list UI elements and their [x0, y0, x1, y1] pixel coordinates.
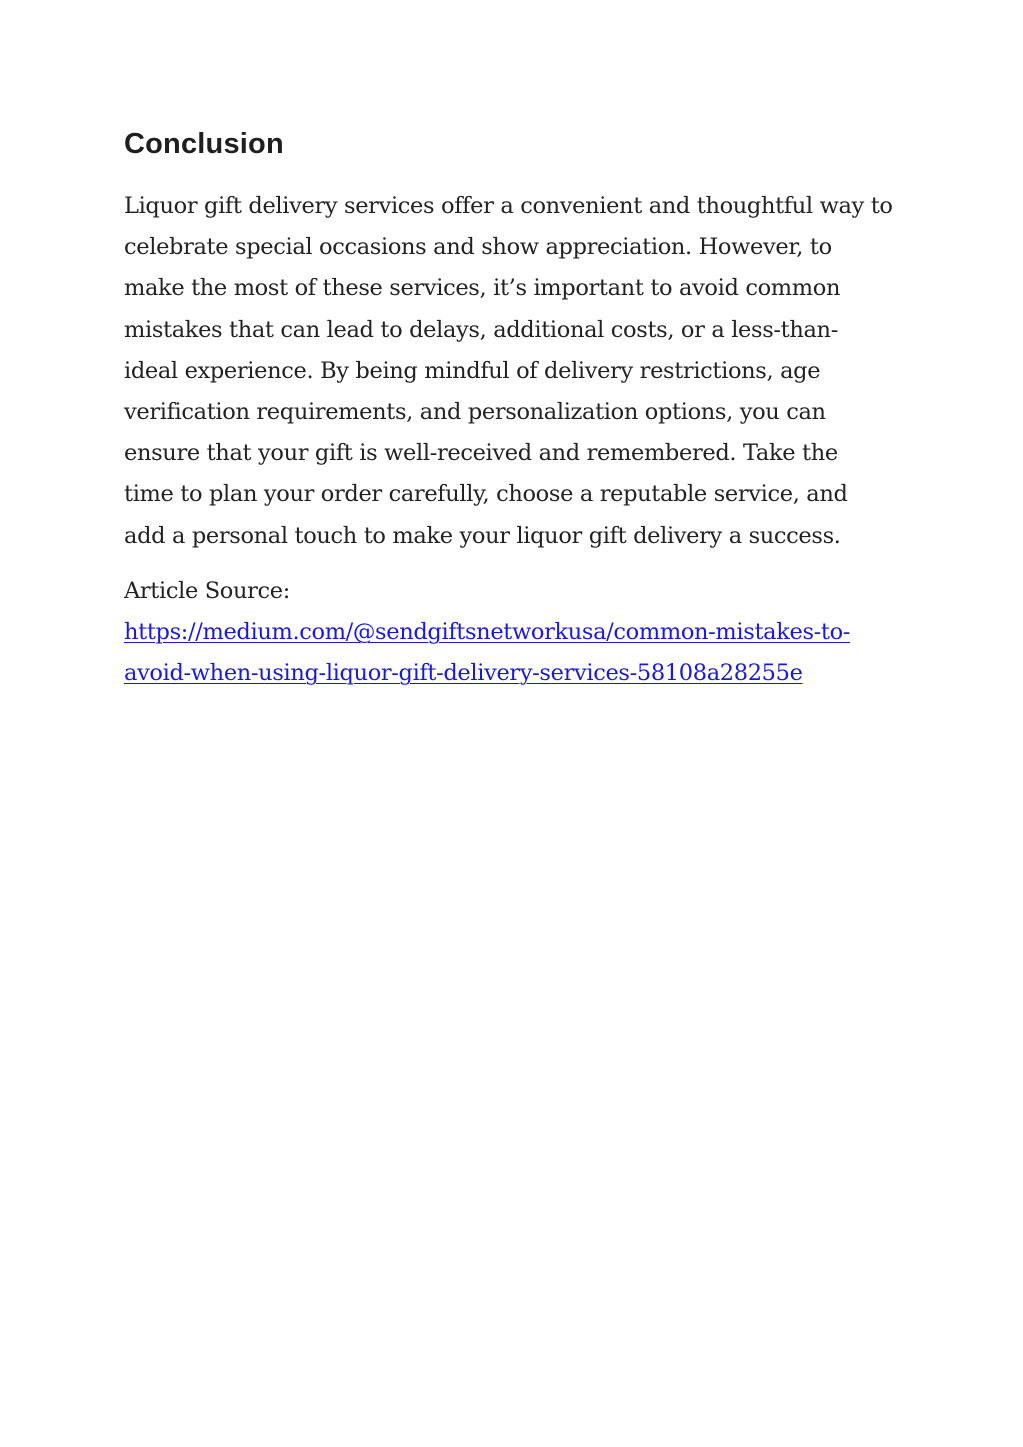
paragraph-line: add a personal touch to make your liquor gift delivery a success.	[124, 522, 841, 549]
paragraph-line: time to plan your order carefully, choose a reputable service, and	[124, 481, 848, 508]
article-source	[124, 571, 914, 695]
paragraph-line: Liquor gift delivery services offer a convenient and thoughtful way to	[124, 193, 893, 219]
paragraph-line: mistakes that can lead to delays, additional costs, or a less-than-	[124, 316, 838, 343]
paragraph-line: celebrate special occasions and show appreciation. However, to	[124, 234, 832, 261]
source-link[interactable]	[124, 612, 914, 694]
paragraph-line: ideal experience. By being mindful of delivery restrictions, age	[124, 357, 821, 384]
source-link-line[interactable]: https://medium.com/@sendgiftsnetworkusa/common-mistakes-to-	[124, 619, 851, 646]
section-heading: Conclusion	[124, 128, 284, 160]
paragraph-line: make the most of these services, it’s important to avoid common	[124, 275, 841, 302]
conclusion-paragraph	[124, 186, 914, 557]
source-label: Article Source:	[124, 577, 290, 604]
paragraph-line: ensure that your gift is well-received and remembered. Take the	[124, 440, 838, 467]
article-content	[124, 124, 914, 694]
source-link-line[interactable]: avoid-when-using-liquor-gift-delivery-services-58108a28255e	[124, 660, 803, 687]
paragraph-line: verification requirements, and personalization options, you can	[124, 399, 826, 426]
